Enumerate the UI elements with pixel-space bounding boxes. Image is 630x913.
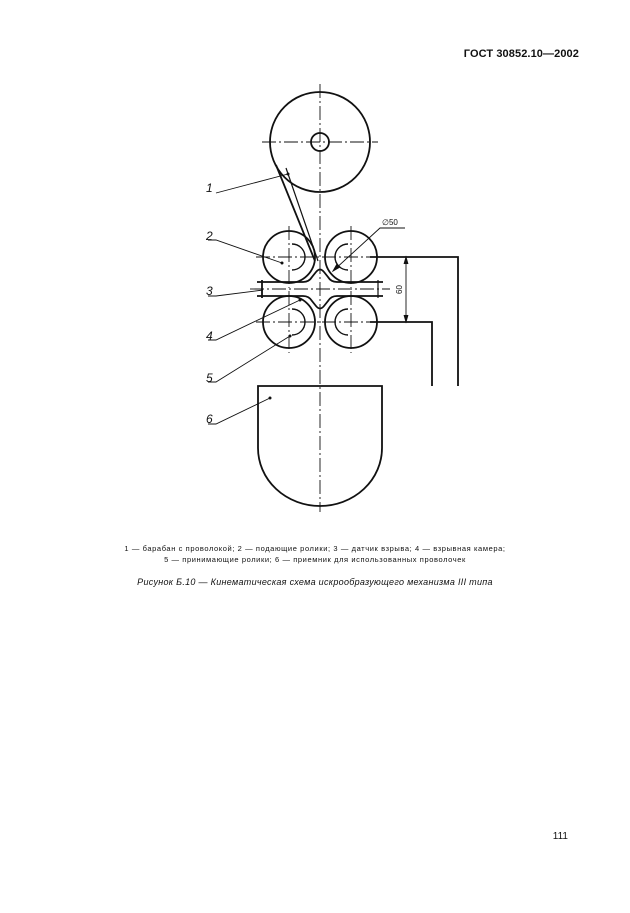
callout-label-5: 5: [206, 371, 213, 385]
frame-line-upper: [351, 231, 458, 386]
callout-label-4: 4: [206, 329, 213, 343]
dimension-60-arrow-top: [404, 257, 408, 264]
callout-dot-1: [287, 173, 290, 176]
frame-line-lower: [370, 322, 432, 386]
callout-label-1: 1: [206, 181, 213, 195]
document-standard-header: ГОСТ 30852.10—2002: [463, 48, 579, 60]
page-number: 111: [552, 831, 568, 842]
callout-leader-4: [208, 300, 300, 340]
legend-line-1: 1 — барабан с проволокой; 2 — подающие ролики; 3 — датчик взрыва; 4 — взрывная камера;: [124, 544, 506, 553]
callout-dot-6: [269, 397, 272, 400]
callout-dot-4: [299, 299, 302, 302]
wire-line: [276, 165, 315, 261]
callout-label-6: 6: [206, 412, 213, 426]
callout-dot-2: [281, 262, 284, 265]
callout-leader-5: [208, 336, 290, 382]
callout-dot-5: [289, 335, 292, 338]
diameter-leader: [333, 228, 405, 271]
callout-label-2: 2: [206, 229, 213, 243]
distance-label: 60: [395, 285, 404, 294]
callout-leader-2: [208, 240, 282, 263]
callout-leader-3: [208, 290, 263, 296]
legend-line-2: 5 — принимающие ролики; 6 — приемник для использованных проволочек: [164, 555, 466, 564]
figure-caption: Рисунок Б.10 — Кинематическая схема искрообразующего механизма III типа: [137, 577, 493, 587]
callout-leader-1: [216, 174, 288, 193]
dimension-60-arrow-bottom: [404, 315, 408, 322]
callout-leader-6: [208, 398, 270, 424]
callout-label-3: 3: [206, 284, 213, 298]
diameter-label: ∅50: [382, 218, 398, 227]
